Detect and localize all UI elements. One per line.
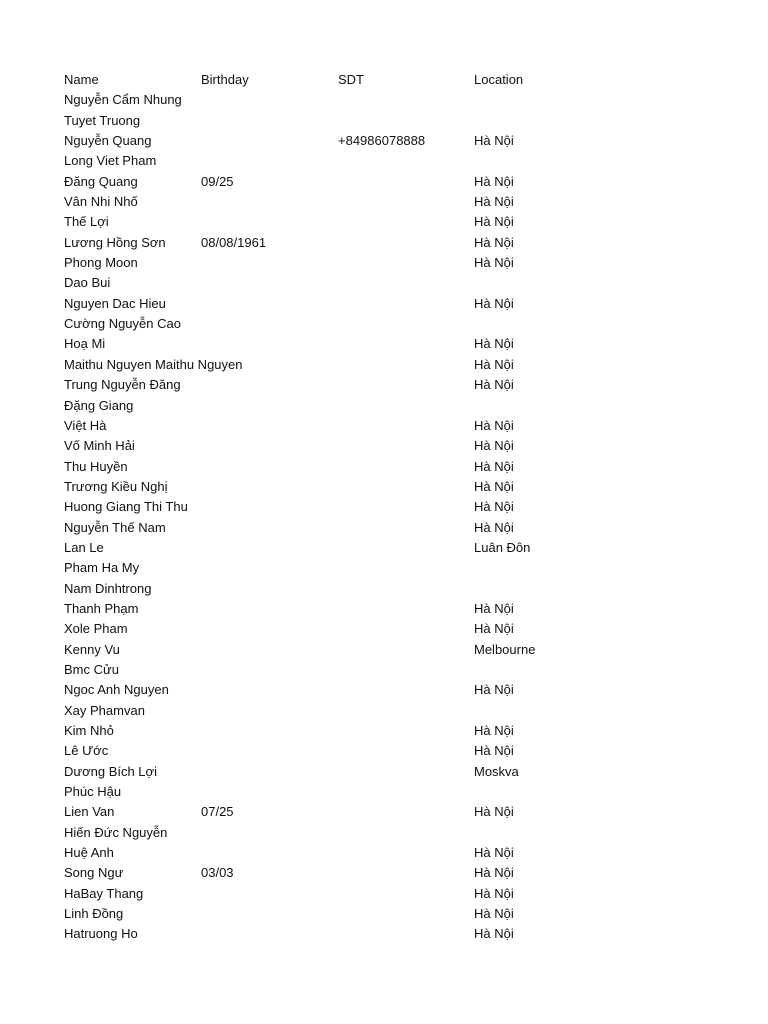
cell-name: Trung Nguyễn Đăng — [64, 377, 181, 393]
column-header-sdt: SDT — [338, 72, 364, 87]
table-row — [64, 233, 744, 253]
cell-name: Kenny Vu — [64, 641, 120, 657]
table-row — [64, 904, 744, 924]
table-row — [64, 701, 744, 721]
cell-location: Hà Nội — [474, 133, 514, 149]
cell-location: Hà Nội — [474, 356, 514, 372]
cell-location: Hà Nội — [474, 682, 514, 698]
cell-location: Hà Nội — [474, 621, 514, 637]
table-row — [64, 436, 744, 456]
cell-location: Hà Nội — [474, 194, 514, 210]
cell-location: Hà Nội — [474, 478, 514, 494]
table-row — [64, 212, 744, 232]
cell-location: Hà Nội — [474, 804, 514, 820]
cell-birthday: 07/25 — [201, 804, 234, 820]
table-row — [64, 579, 744, 599]
cell-name: Hatruong Ho — [64, 926, 138, 942]
table-row — [64, 131, 744, 151]
table-row — [64, 416, 744, 436]
cell-name: Bmc Cửu — [64, 661, 119, 677]
table-row — [64, 477, 744, 497]
cell-name: Kim Nhỏ — [64, 723, 114, 738]
cell-name: Cường Nguyễn Cao — [64, 316, 181, 332]
cell-name: Lương Hồng Sơn — [64, 234, 166, 250]
header-row — [64, 70, 744, 90]
cell-name: Xole Pham — [64, 621, 128, 637]
table-row — [64, 334, 744, 354]
cell-name: Thu Huyền — [64, 458, 128, 474]
cell-birthday: 09/25 — [201, 173, 234, 189]
cell-name: Lan Le — [64, 539, 104, 555]
cell-name: Việt Hà — [64, 417, 107, 433]
cell-name: Dao Bui — [64, 275, 111, 291]
contact-table — [64, 70, 744, 945]
cell-name: Đặng Giang — [64, 397, 134, 413]
cell-sdt: +84986078888 — [338, 133, 426, 149]
cell-location: Hà Nội — [474, 377, 514, 393]
table-row — [64, 396, 744, 416]
table-row — [64, 884, 744, 904]
cell-name: Maithu Nguyen Maithu Nguyen — [64, 356, 243, 372]
column-header-name: Name — [64, 72, 99, 87]
cell-name: Vố Minh Hải — [64, 438, 135, 454]
cell-name: Song Ngư — [64, 865, 124, 881]
cell-location: Hà Nội — [474, 234, 514, 250]
cell-name: Trương Kiều Nghị — [64, 478, 168, 494]
table-row — [64, 538, 744, 558]
table-row — [64, 90, 744, 110]
cell-location: Hà Nội — [474, 885, 514, 901]
table-row — [64, 640, 744, 660]
cell-name: Phúc Hậu — [64, 784, 122, 800]
table-row — [64, 111, 744, 131]
cell-name: Lien Van — [64, 804, 115, 820]
cell-location: Hà Nội — [474, 906, 514, 922]
table-row — [64, 294, 744, 314]
table-row — [64, 599, 744, 619]
table-row — [64, 680, 744, 700]
column-header-birthday: Birthday — [201, 72, 249, 87]
cell-name: Nguyễn Thế Nam — [64, 519, 166, 535]
cell-location: Hà Nội — [474, 173, 514, 189]
cell-name: Phong Moon — [64, 255, 138, 271]
table-row — [64, 823, 744, 843]
cell-name: Đăng Quang — [64, 173, 138, 189]
cell-location: Hà Nội — [474, 458, 514, 474]
table-row — [64, 192, 744, 212]
cell-name: Nguyen Dac Hieu — [64, 295, 166, 311]
table-row — [64, 273, 744, 293]
cell-name: Nguyễn Cẩm Nhung — [64, 92, 182, 108]
cell-name: Dương Bích Lợi — [64, 763, 157, 779]
cell-location: Melbourne — [474, 641, 536, 657]
table-row — [64, 558, 744, 578]
table-row — [64, 721, 744, 741]
table-body — [64, 90, 744, 944]
table-row — [64, 924, 744, 944]
cell-name: Nguyễn Quang — [64, 133, 152, 149]
cell-name: Hiến Đức Nguyễn — [64, 824, 168, 840]
table-row — [64, 151, 744, 171]
cell-name: Huong Giang Thi Thu — [64, 499, 188, 515]
cell-location: Hà Nội — [474, 519, 514, 535]
table-row — [64, 619, 744, 639]
table-row — [64, 660, 744, 680]
cell-location: Luân Đôn — [474, 539, 531, 555]
table-row — [64, 355, 744, 375]
column-header-location: Location — [474, 72, 524, 87]
table-row — [64, 497, 744, 517]
cell-name: Hoạ Mi — [64, 336, 106, 352]
cell-name: Thế Lợi — [64, 214, 109, 230]
table-row — [64, 457, 744, 477]
cell-location: Hà Nội — [474, 295, 514, 311]
cell-location: Hà Nội — [474, 865, 514, 881]
cell-location: Hà Nội — [474, 926, 514, 942]
table-row — [64, 762, 744, 782]
cell-name: Thanh Phạm — [64, 600, 139, 616]
cell-name: Tuyet Truong — [64, 112, 141, 128]
cell-location: Hà Nội — [474, 336, 514, 352]
table-row — [64, 843, 744, 863]
cell-location: Hà Nội — [474, 723, 514, 738]
cell-location: Hà Nội — [474, 417, 514, 433]
table-row — [64, 782, 744, 802]
cell-location: Hà Nội — [474, 600, 514, 616]
table-row — [64, 253, 744, 273]
cell-location: Hà Nội — [474, 255, 514, 271]
table-row — [64, 863, 744, 883]
cell-name: Long Viet Pham — [64, 153, 157, 169]
cell-name: Xay Phamvan — [64, 702, 145, 718]
cell-birthday: 03/03 — [201, 865, 234, 881]
cell-location: Hà Nội — [474, 214, 514, 230]
cell-location: Hà Nội — [474, 845, 514, 861]
table-row — [64, 741, 744, 761]
cell-location: Hà Nội — [474, 499, 514, 515]
table-row — [64, 802, 744, 822]
cell-name: Linh Đồng — [64, 906, 124, 922]
cell-name: Ngoc Anh Nguyen — [64, 682, 169, 698]
table-row — [64, 518, 744, 538]
cell-location: Hà Nội — [474, 438, 514, 454]
cell-name: Lê Ước — [64, 743, 109, 759]
cell-name: Vân Nhi Nhố — [64, 194, 138, 210]
table-row — [64, 172, 744, 192]
cell-name: Huệ Anh — [64, 845, 114, 861]
table-row — [64, 375, 744, 395]
cell-location: Moskva — [474, 763, 519, 779]
cell-name: HaBay Thang — [64, 885, 144, 901]
cell-name: Pham Ha My — [64, 560, 140, 576]
cell-name: Nam Dinhtrong — [64, 580, 152, 596]
cell-birthday: 08/08/1961 — [201, 234, 267, 250]
table-row — [64, 314, 744, 334]
cell-location: Hà Nội — [474, 743, 514, 759]
